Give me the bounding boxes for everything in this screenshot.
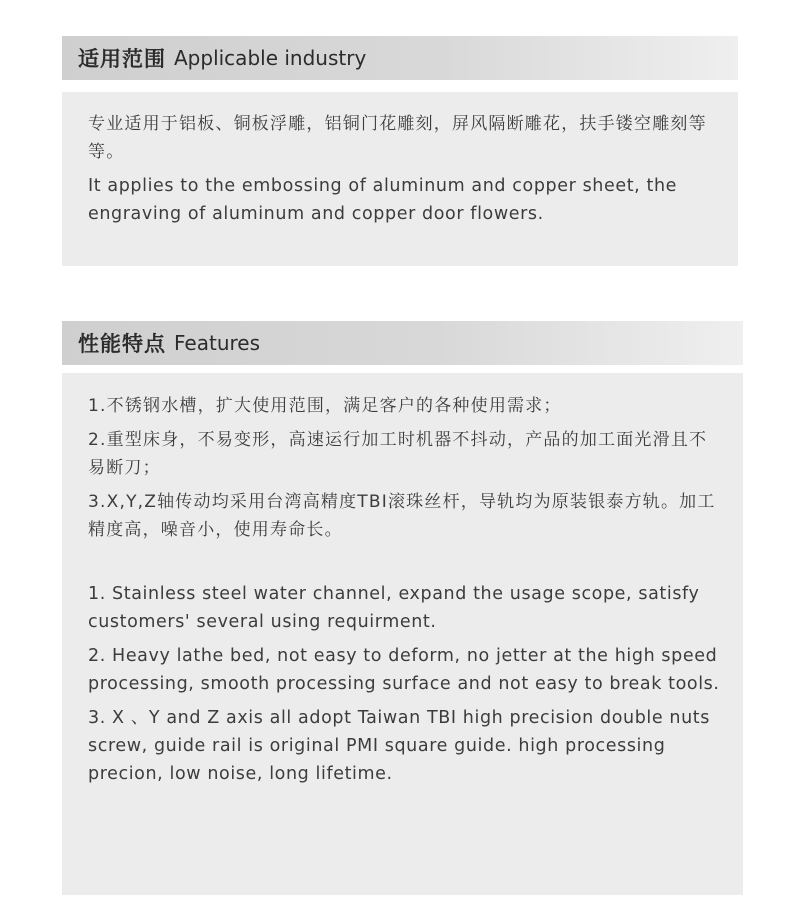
applicable-title-en: Applicable industry xyxy=(174,46,367,70)
applicable-industry-content xyxy=(62,92,738,266)
feature-en-item: 3. X 、Y and Z axis all adopt Taiwan TBI high precision double nuts screw, guide rail is original PMI square guide. high processing precion, low noise, long lifetime. xyxy=(88,708,710,784)
feature-zh-item: 1.不锈钢水槽，扩大使用范围，满足客户的各种使用需求； xyxy=(88,396,562,416)
feature-zh-item: 2.重型床身，不易变形，高速运行加工时机器不抖动，产品的加工面光滑且不易断刀； xyxy=(88,430,708,478)
applicable-industry-header xyxy=(62,36,738,80)
feature-en-item: 1. Stainless steel water channel, expand the usage scope, satisfy customers' several using requirment. xyxy=(88,584,700,632)
applicable-text-zh: 专业适用于铝板、铜板浮雕，铝铜门花雕刻，屏风隔断雕花，扶手镂空雕刻等等。 xyxy=(88,114,707,162)
features-content xyxy=(62,373,743,895)
applicable-title-zh: 适用范围 xyxy=(78,47,166,71)
applicable-text-en: It applies to the embossing of aluminum and copper sheet, the engraving of aluminum and copper door flowers. xyxy=(88,176,678,224)
feature-en-item: 2. Heavy lathe bed, not easy to deform, no jetter at the high speed processing, smooth processing surface and not easy to break tools. xyxy=(88,646,720,694)
features-title-en: Features xyxy=(174,331,260,355)
features-header xyxy=(62,321,743,365)
feature-zh-item: 3.X,Y,Z轴传动均采用台湾高精度TBI滚珠丝杆，导轨均为原装银泰方轨。加工精度高，噪音小，使用寿命长。 xyxy=(88,492,716,540)
features-title-zh: 性能特点 xyxy=(78,332,166,356)
